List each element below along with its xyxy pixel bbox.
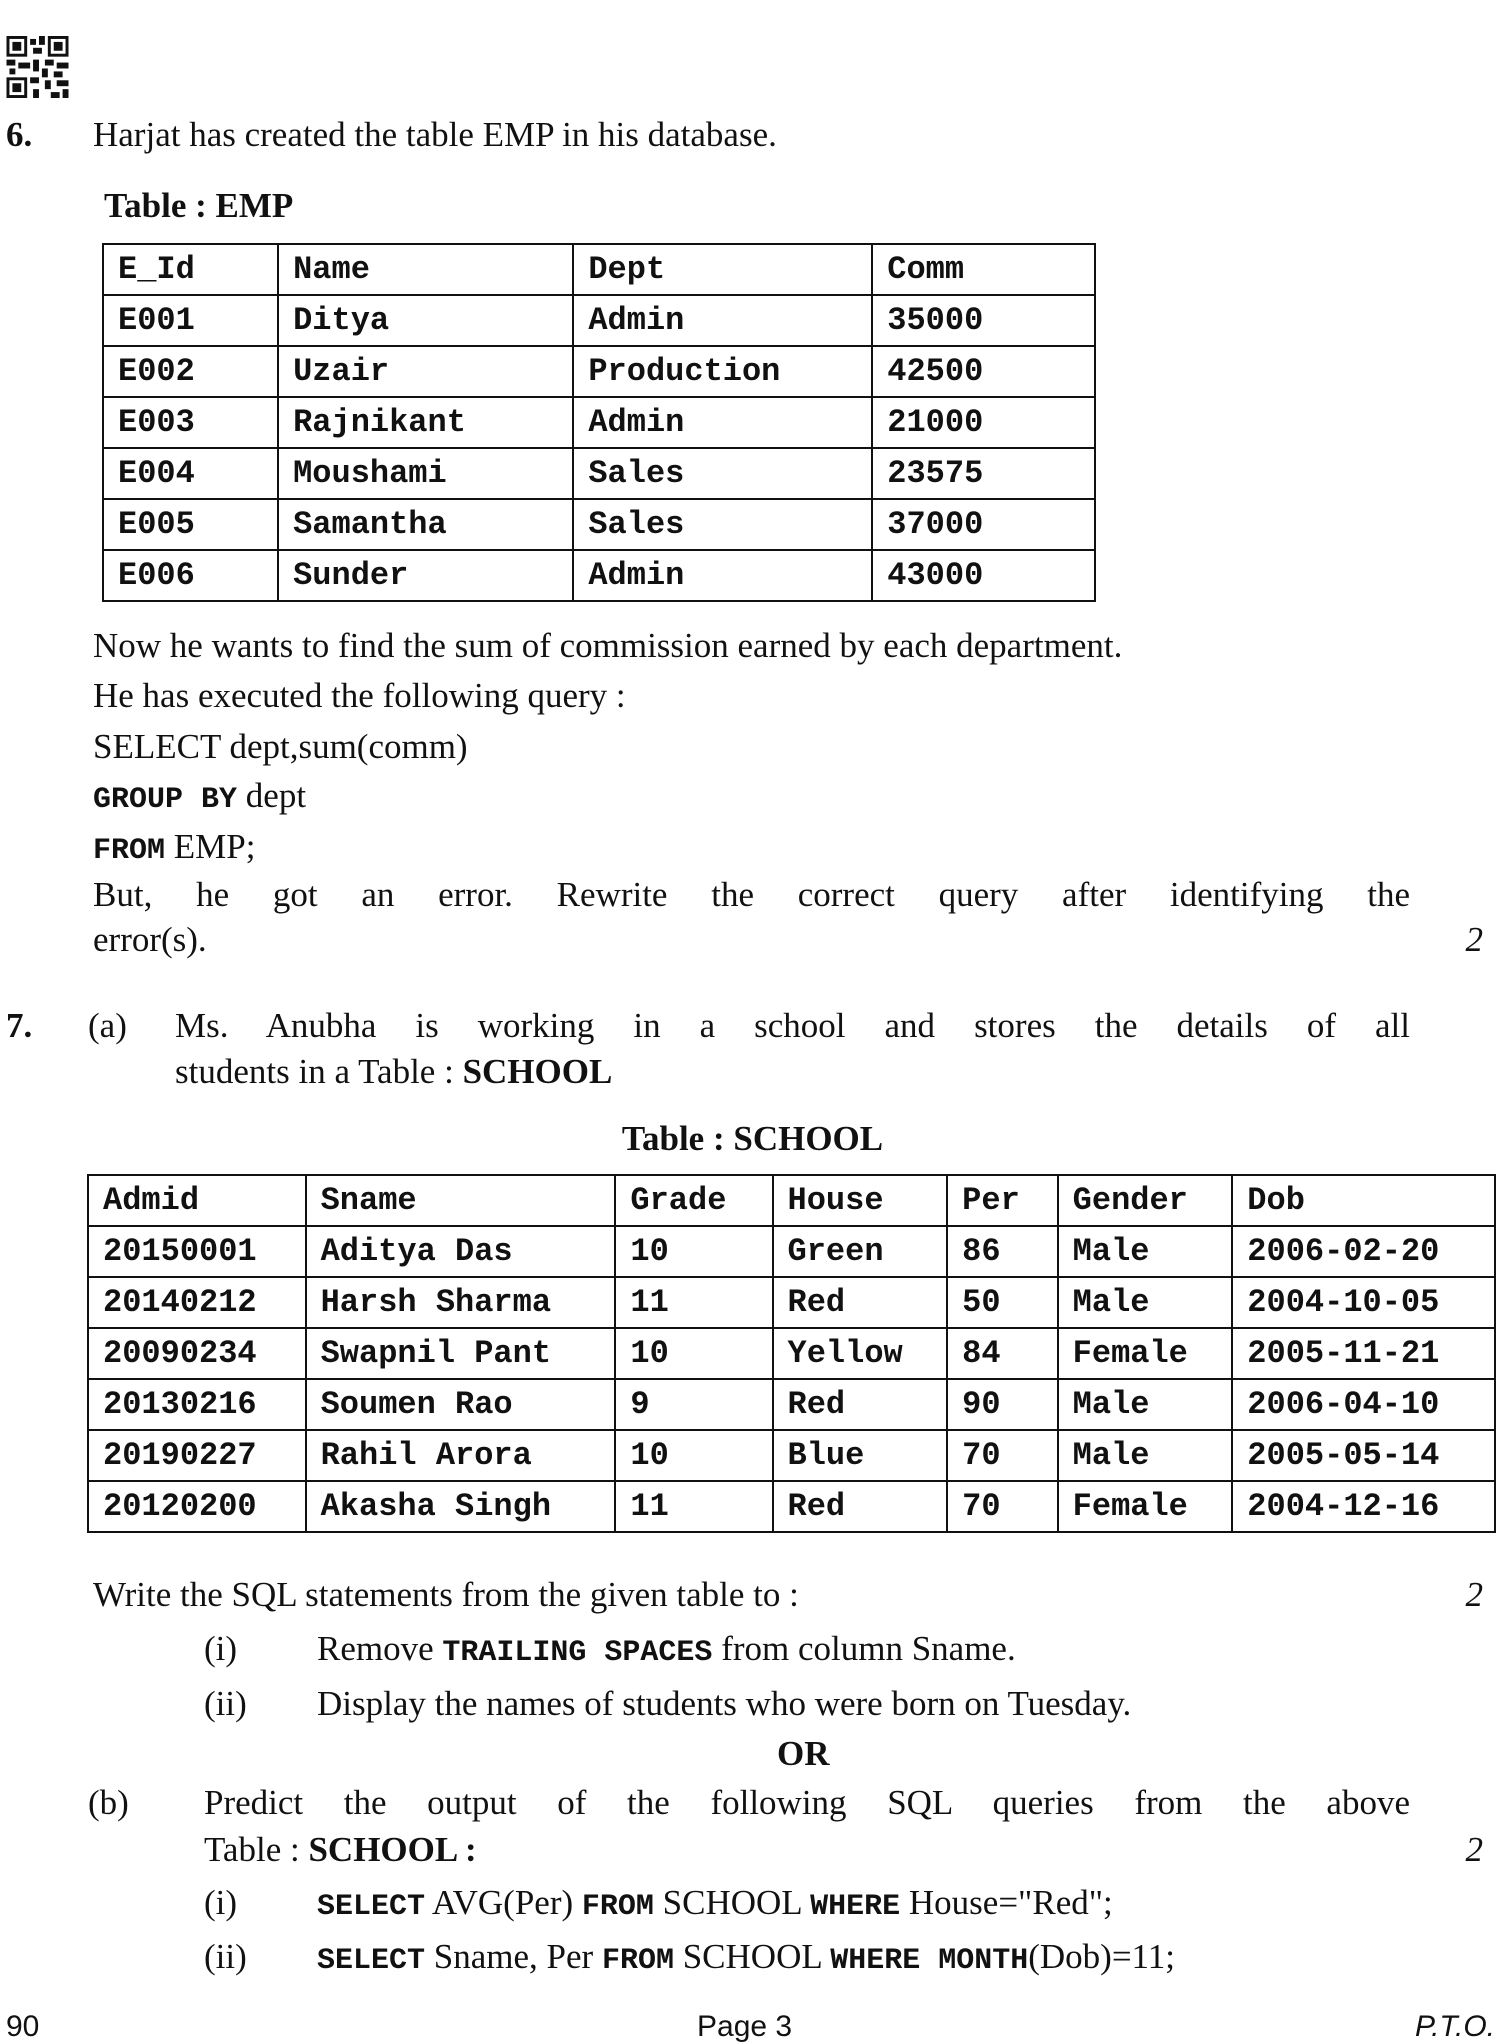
text: Sname, Per xyxy=(425,1937,602,1976)
sub-bii-label: (ii) xyxy=(204,1937,247,1976)
table-cell: Moushami xyxy=(278,448,573,499)
table-cell: Uzair xyxy=(278,346,573,397)
text: SCHOOL xyxy=(673,1937,831,1976)
table-cell: 20140212 xyxy=(88,1277,306,1328)
q6-intro: Harjat has created the table EMP in his database. xyxy=(93,115,777,154)
q6-para-4: error(s). xyxy=(93,920,207,959)
table-cell: Red xyxy=(773,1481,948,1532)
table-cell: Harsh Sharma xyxy=(306,1277,616,1328)
table-cell: 2005-11-21 xyxy=(1232,1328,1495,1379)
table-cell: 20090234 xyxy=(88,1328,306,1379)
table-row xyxy=(103,295,1095,346)
sub-i-text xyxy=(317,1631,1016,1668)
table-cell: E005 xyxy=(103,499,278,550)
q7b-line-2 xyxy=(204,1832,477,1867)
table-cell: 2004-10-05 xyxy=(1232,1277,1495,1328)
table-row xyxy=(88,1226,1495,1277)
table-cell: 50 xyxy=(947,1277,1058,1328)
table-cell: 20190227 xyxy=(88,1430,306,1481)
table-cell: Akasha Singh xyxy=(306,1481,616,1532)
school-table-title: Table : SCHOOL xyxy=(621,1119,884,1158)
part-b-label: (b) xyxy=(88,1783,129,1822)
text: House="Red"; xyxy=(900,1883,1113,1922)
text: Table : xyxy=(204,1830,309,1869)
query-line-3 xyxy=(93,829,255,866)
q6-marks: 2 xyxy=(1465,920,1483,959)
question-number-7: 7. xyxy=(6,1006,33,1045)
table-header-row xyxy=(103,244,1095,295)
table-cell: 20120200 xyxy=(88,1481,306,1532)
table-cell: Yellow xyxy=(773,1328,948,1379)
column-header: Per xyxy=(947,1175,1058,1226)
table-cell: Rajnikant xyxy=(278,397,573,448)
table-cell: Admin xyxy=(573,550,872,601)
footer-code: 90 xyxy=(6,2010,40,2043)
table-cell: Red xyxy=(773,1379,948,1430)
table-cell: 10 xyxy=(615,1226,772,1277)
q7a-marks: 2 xyxy=(1465,1575,1483,1614)
table-cell: Swapnil Pant xyxy=(306,1328,616,1379)
table-cell: 10 xyxy=(615,1430,772,1481)
table-cell: E002 xyxy=(103,346,278,397)
table-cell: Male xyxy=(1058,1277,1233,1328)
query-text: dept xyxy=(237,776,307,815)
table-row xyxy=(103,448,1095,499)
emp-table xyxy=(102,243,1096,602)
table-cell: 20150001 xyxy=(88,1226,306,1277)
table-cell: Green xyxy=(773,1226,948,1277)
table-cell: 37000 xyxy=(872,499,1095,550)
table-name: SCHOOL xyxy=(462,1052,613,1091)
sub-bi-label: (i) xyxy=(204,1883,238,1922)
table-cell: 43000 xyxy=(872,550,1095,601)
keyword: WHERE MONTH xyxy=(830,1944,1029,1978)
table-cell: 42500 xyxy=(872,346,1095,397)
table-cell: 84 xyxy=(947,1328,1058,1379)
keyword: TRAILING SPACES xyxy=(442,1636,713,1670)
sub-bii-query xyxy=(317,1939,1175,1976)
table-cell: 2006-02-20 xyxy=(1232,1226,1495,1277)
table-row xyxy=(88,1328,1495,1379)
keyword: FROM xyxy=(581,1890,654,1924)
keyword: SELECT xyxy=(317,1944,426,1978)
table-row xyxy=(88,1481,1495,1532)
table-cell: Male xyxy=(1058,1430,1233,1481)
question-number-6: 6. xyxy=(6,115,33,154)
table-cell: Rahil Arora xyxy=(306,1430,616,1481)
query-line-2 xyxy=(93,778,306,815)
table-cell: 70 xyxy=(947,1481,1058,1532)
keyword: GROUP BY xyxy=(93,783,238,817)
table-cell: Sunder xyxy=(278,550,573,601)
column-header: Grade xyxy=(615,1175,772,1226)
table-cell: 21000 xyxy=(872,397,1095,448)
table-cell: E001 xyxy=(103,295,278,346)
table-cell: Ditya xyxy=(278,295,573,346)
sub-i-label: (i) xyxy=(204,1629,238,1668)
q6-para-2: He has executed the following query : xyxy=(93,676,626,715)
query-line-1: SELECT dept,sum(comm) xyxy=(93,727,468,766)
table-cell: Female xyxy=(1058,1328,1233,1379)
text: from column Sname. xyxy=(712,1629,1016,1668)
table-row xyxy=(103,346,1095,397)
table-cell: Samantha xyxy=(278,499,573,550)
school-table xyxy=(87,1174,1496,1533)
text: students in a Table : xyxy=(175,1052,463,1091)
q7b-marks: 2 xyxy=(1465,1830,1483,1869)
column-header: Gender xyxy=(1058,1175,1233,1226)
table-cell: E004 xyxy=(103,448,278,499)
part-a-label: (a) xyxy=(88,1006,127,1045)
q6-para-1: Now he wants to find the sum of commission earned by each department. xyxy=(93,626,1123,665)
table-cell: 11 xyxy=(615,1277,772,1328)
column-header: Dob xyxy=(1232,1175,1495,1226)
footer-page: Page 3 xyxy=(697,2010,793,2043)
table-cell: Female xyxy=(1058,1481,1233,1532)
qr-code xyxy=(6,36,69,98)
column-header: Admid xyxy=(88,1175,306,1226)
column-header: E_Id xyxy=(103,244,278,295)
q7a-line-1: Ms. Anubha is working in a school and stores the details of all xyxy=(175,1006,1410,1045)
keyword: SELECT xyxy=(317,1890,426,1924)
table-cell: Admin xyxy=(573,295,872,346)
table-cell: 11 xyxy=(615,1481,772,1532)
text: AVG(Per) xyxy=(425,1883,582,1922)
table-cell: 2004-12-16 xyxy=(1232,1481,1495,1532)
q7b-line-1: Predict the output of the following SQL queries from the above xyxy=(204,1783,1410,1822)
table-row xyxy=(103,499,1095,550)
table-row xyxy=(103,397,1095,448)
sub-ii-label: (ii) xyxy=(204,1684,247,1723)
table-cell: Blue xyxy=(773,1430,948,1481)
table-cell: Admin xyxy=(573,397,872,448)
sub-ii-text: Display the names of students who were born on Tuesday. xyxy=(317,1684,1132,1723)
table-cell: 35000 xyxy=(872,295,1095,346)
table-cell: 86 xyxy=(947,1226,1058,1277)
emp-table-title: Table : EMP xyxy=(104,186,294,225)
table-cell: Aditya Das xyxy=(306,1226,616,1277)
table-cell: 70 xyxy=(947,1430,1058,1481)
text: Remove xyxy=(317,1629,443,1668)
or-divider: OR xyxy=(777,1734,830,1773)
column-header: Name xyxy=(278,244,573,295)
table-cell: 20130216 xyxy=(88,1379,306,1430)
table-cell: 23575 xyxy=(872,448,1095,499)
keyword: FROM xyxy=(93,834,166,868)
keyword: WHERE xyxy=(810,1890,901,1924)
column-header: Dept xyxy=(573,244,872,295)
footer-pto: P.T.O. xyxy=(1414,2010,1495,2043)
table-cell: 10 xyxy=(615,1328,772,1379)
table-row xyxy=(88,1379,1495,1430)
q7a-line-2 xyxy=(175,1054,612,1089)
table-cell: Production xyxy=(573,346,872,397)
table-header-row xyxy=(88,1175,1495,1226)
table-row xyxy=(103,550,1095,601)
table-cell: 9 xyxy=(615,1379,772,1430)
q6-para-3: But, he got an error. Rewrite the correct query after identifying the xyxy=(93,875,1410,914)
query-text: EMP; xyxy=(165,827,256,866)
keyword: FROM xyxy=(601,1944,674,1978)
table-row xyxy=(88,1430,1495,1481)
table-cell: Sales xyxy=(573,499,872,550)
q7a-instruction: Write the SQL statements from the given table to : xyxy=(93,1575,799,1614)
table-cell: Soumen Rao xyxy=(306,1379,616,1430)
table-cell: 2005-05-14 xyxy=(1232,1430,1495,1481)
table-name: SCHOOL : xyxy=(308,1830,477,1869)
table-cell: 90 xyxy=(947,1379,1058,1430)
table-cell: E003 xyxy=(103,397,278,448)
table-cell: Red xyxy=(773,1277,948,1328)
text: SCHOOL xyxy=(653,1883,811,1922)
column-header: Comm xyxy=(872,244,1095,295)
column-header: House xyxy=(773,1175,948,1226)
sub-bi-query xyxy=(317,1885,1113,1922)
table-cell: Male xyxy=(1058,1226,1233,1277)
table-cell: Male xyxy=(1058,1379,1233,1430)
text: (Dob)=11; xyxy=(1028,1937,1175,1976)
table-row xyxy=(88,1277,1495,1328)
table-cell: Sales xyxy=(573,448,872,499)
table-cell: 2006-04-10 xyxy=(1232,1379,1495,1430)
table-cell: E006 xyxy=(103,550,278,601)
column-header: Sname xyxy=(306,1175,616,1226)
